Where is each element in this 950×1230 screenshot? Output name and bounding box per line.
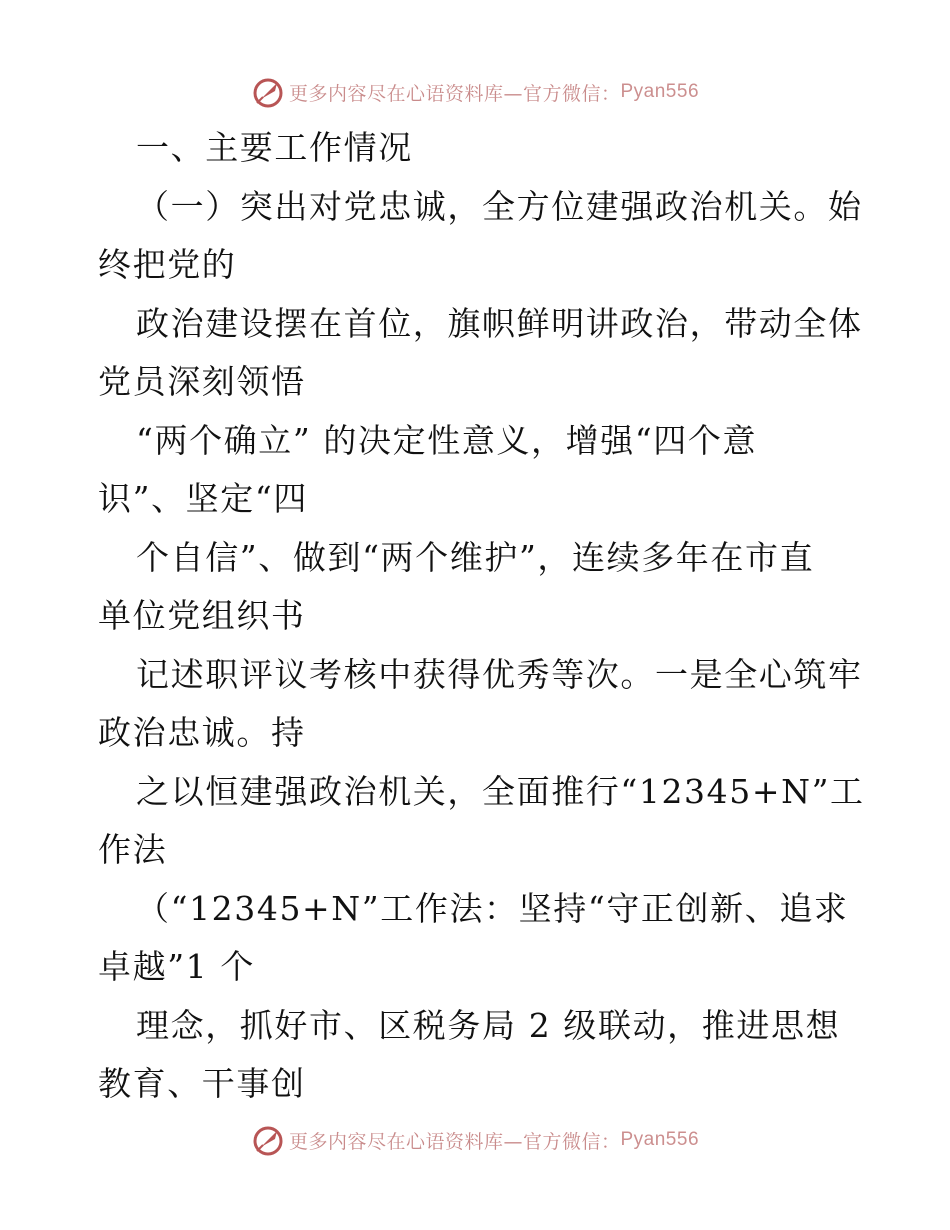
paragraph-line: （“12345+N”工作法：坚持“守正创新、追求 bbox=[136, 888, 849, 928]
quill-logo-icon bbox=[251, 1123, 285, 1157]
quill-logo-icon bbox=[251, 75, 285, 109]
paragraph-line: 理念，抓好市、区税务局 2 级联动，推进思想 bbox=[136, 1005, 841, 1045]
paragraph-line: 教育、干事创 bbox=[98, 1064, 306, 1103]
watermark-account: Pyan556 bbox=[620, 1129, 700, 1150]
document-body bbox=[98, 119, 865, 1114]
watermark-text: 更多内容尽在心语资料库—官方微信： bbox=[288, 1130, 621, 1153]
paragraph-line: 政治忠诚。持 bbox=[98, 713, 306, 752]
paragraph-line: “两个确立” 的决定性意义，增强“四个意 bbox=[136, 420, 758, 460]
paragraph-line: 单位党组织书 bbox=[98, 596, 306, 635]
paragraph-line: 之以恒建强政治机关，全面推行“12345+N”工 bbox=[136, 771, 865, 811]
paragraph-line: 卓越”1 个 bbox=[98, 947, 255, 986]
paragraph-line: （一）突出对党忠诚，全方位建强政治机关。始 bbox=[136, 186, 863, 226]
paragraph-line: 终把党的 bbox=[98, 245, 237, 284]
paragraph-line: 作法 bbox=[98, 830, 168, 869]
watermark-account: Pyan556 bbox=[620, 81, 700, 102]
section-heading: 一、主要工作情况 bbox=[136, 128, 413, 167]
footer-watermark bbox=[0, 1120, 950, 1160]
watermark-text: 更多内容尽在心语资料库—官方微信： bbox=[288, 82, 621, 105]
paragraph-line: 党员深刻领悟 bbox=[98, 362, 306, 401]
paragraph-line: 政治建设摆在首位，旗帜鲜明讲政治，带动全体 bbox=[136, 303, 863, 343]
header-watermark bbox=[0, 72, 950, 112]
paragraph-line: 记述职评议考核中获得优秀等次。一是全心筑牢 bbox=[136, 654, 863, 694]
paragraph-line: 识”、坚定“四 bbox=[98, 479, 308, 518]
paragraph-line: 个自信”、做到“两个维护”，连续多年在市直 bbox=[136, 537, 815, 577]
